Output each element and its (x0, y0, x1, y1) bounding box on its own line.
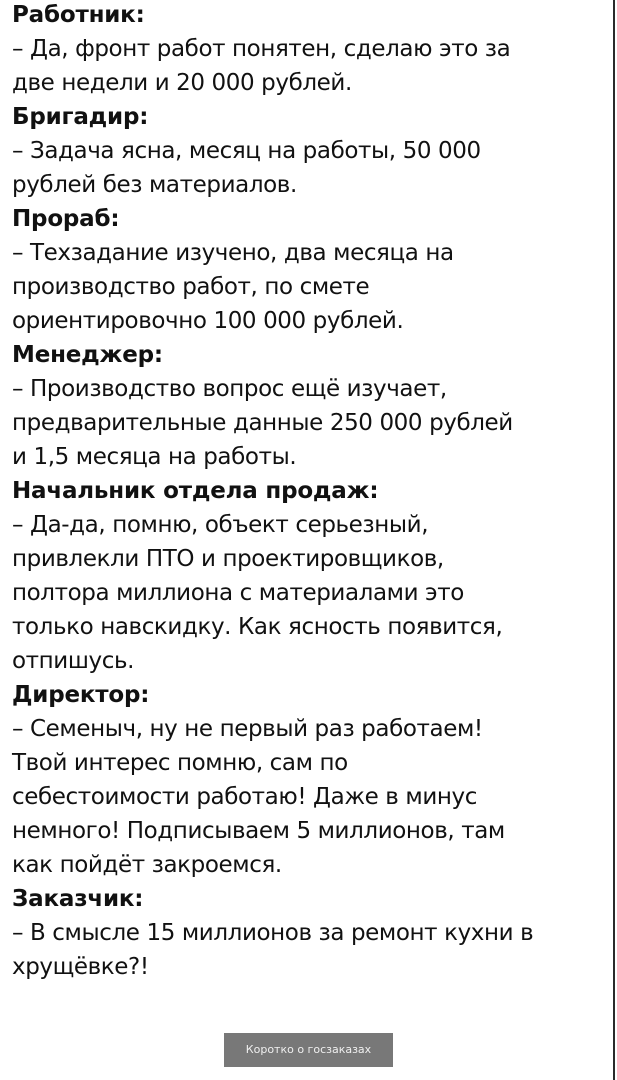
speech-line: как пойдёт закроемся. (12, 852, 282, 878)
speech-line: только навскидку. Как ясность появится, (12, 614, 503, 640)
speech-line: производство работ, по смете (12, 274, 370, 300)
dialogue-block-worker (12, 0, 600, 100)
speech-line: себестоимости работаю! Даже в минус (12, 784, 477, 810)
speech-line: немного! Подписываем 5 миллионов, там (12, 818, 505, 844)
speech-line: – Семеныч, ну не первый раз работаем! (12, 716, 483, 742)
speech-line: рублей без материалов. (12, 172, 297, 198)
speech-line: хрущёвке?! (12, 954, 149, 980)
speaker-name: Менеджер: (12, 342, 163, 368)
speaker-name: Директор: (12, 682, 150, 708)
watermark-badge: Коротко о госзаказах (224, 1033, 393, 1067)
speech-line: – Техзадание изучено, два месяца на (12, 240, 454, 266)
dialogue-block-manager (12, 338, 600, 474)
speaker-name: Заказчик: (12, 886, 144, 912)
speech-line: полтора миллиона с материалами это (12, 580, 464, 606)
dialogue-block-customer (12, 882, 600, 984)
speech-line: – Да-да, помню, объект серьезный, (12, 512, 429, 538)
speech-line: – Задача ясна, месяц на работы, 50 000 (12, 138, 481, 164)
dialogue-block-director (12, 678, 600, 882)
dialogue-block-site-manager (12, 202, 600, 338)
dialogue-block-sales-head (12, 474, 600, 678)
speaker-name: Работник: (12, 2, 145, 28)
right-border-line (613, 0, 615, 1080)
speech-line: – Производство вопрос ещё изучает, (12, 376, 447, 402)
speech-line: и 1,5 месяца на работы. (12, 444, 297, 470)
speaker-name: Бригадир: (12, 104, 149, 130)
speech-line: Твой интерес помню, сам по (12, 750, 348, 776)
speaker-name: Начальник отдела продаж: (12, 478, 379, 504)
dialogue-text (12, 0, 600, 984)
speech-line: – В смысле 15 миллионов за ремонт кухни в (12, 920, 534, 946)
speech-line: отпишусь. (12, 648, 135, 674)
speech-line: предварительные данные 250 000 рублей (12, 410, 513, 436)
speech-line: привлекли ПТО и проектировщиков, (12, 546, 444, 572)
speech-line: ориентировочно 100 000 рублей. (12, 308, 404, 334)
speech-line: две недели и 20 000 рублей. (12, 70, 352, 96)
speech-line: – Да, фронт работ понятен, сделаю это за (12, 36, 511, 62)
speaker-name: Прораб: (12, 206, 120, 232)
dialogue-block-foreman (12, 100, 600, 202)
